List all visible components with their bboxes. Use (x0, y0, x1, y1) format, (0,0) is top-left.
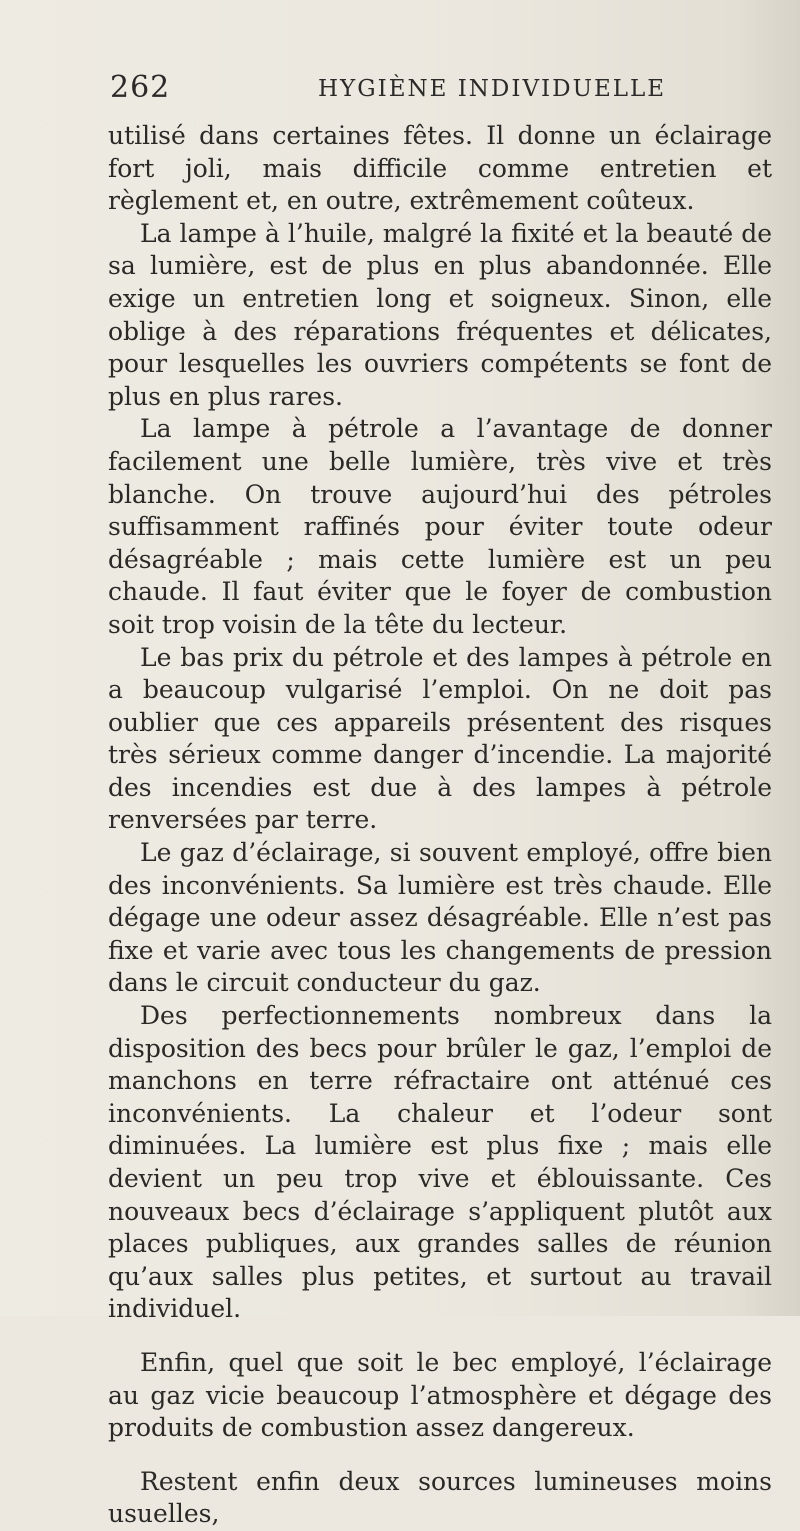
page-header (110, 70, 770, 110)
paragraph-petroleum-risk: Le bas prix du pétrole et des lampes à pétrole en a beaucoup vulgarisé l’emploi. On ne doit pas oublier que ces appareils présentent des risques très sérieux comme danger d’incendie. La majorité des incendies est due à des lampes à pétrole renversées par terre. (108, 642, 772, 835)
body-text (108, 120, 772, 1531)
paragraph-gas-pollution: Enfin, quel que soit le bec employé, l’éclairage au gaz vicie beaucoup l’atmosphère et dégage des produits de combustion assez dangereux. (108, 1347, 772, 1443)
paragraph-oil-lamp: La lampe à l’huile, malgré la fixité et la beauté de sa lumière, est de plus en plus abandonnée. Elle exige un entretien long et soigneux. Sinon, elle oblige à des réparations fréquentes et délicates, pour lesquelles les ouvriers compétents se font de plus en plus rares. (108, 218, 772, 411)
page-number: 262 (110, 70, 171, 105)
paragraph-gas-lighting: Le gaz d’éclairage, si souvent employé, offre bien des inconvénients. Sa lumière est très chaude. Elle dégage une odeur assez désagréable. Elle n’est pas fixe et varie avec tous les changements de pression dans le circuit conducteur du gaz. (108, 838, 772, 998)
paragraph-gas-improvements: Des perfectionnements nombreux dans la disposition des becs pour brûler le gaz, l’emploi de manchons en terre réfractaire ont atténué ces inconvénients. La chaleur et l’odeur sont diminuées. La lumière est plus fixe ; mais elle devient un peu trop vive et éblouissante. Ces nouveaux becs d’éclairage s’appliquent plutôt aux places publiques, aux grandes salles de réunion qu’aux salles plus petites, et surtout au travail individuel. (108, 1001, 772, 1324)
paragraph-continuation: utilisé dans certaines fêtes. Il donne un éclairage fort joli, mais difficile comme entretien et règlement et, en outre, extrêmement coûteux. (108, 121, 772, 216)
paragraph-other-sources: Restent enfin deux sources lumineuses moins usuelles, (108, 1466, 772, 1529)
running-title: HYGIÈNE INDIVIDUELLE (318, 76, 667, 102)
paragraph-petroleum-lamp: La lampe à pétrole a l’avantage de donner facilement une belle lumière, très vive et très blanche. On trouve aujourd’hui des pétroles suffisamment raffinés pour éviter toute odeur désagréable ; mais cette lumière est un peu chaude. Il faut éviter que le foyer de combustion soit trop voisin de la tête du lecteur. (108, 414, 772, 639)
